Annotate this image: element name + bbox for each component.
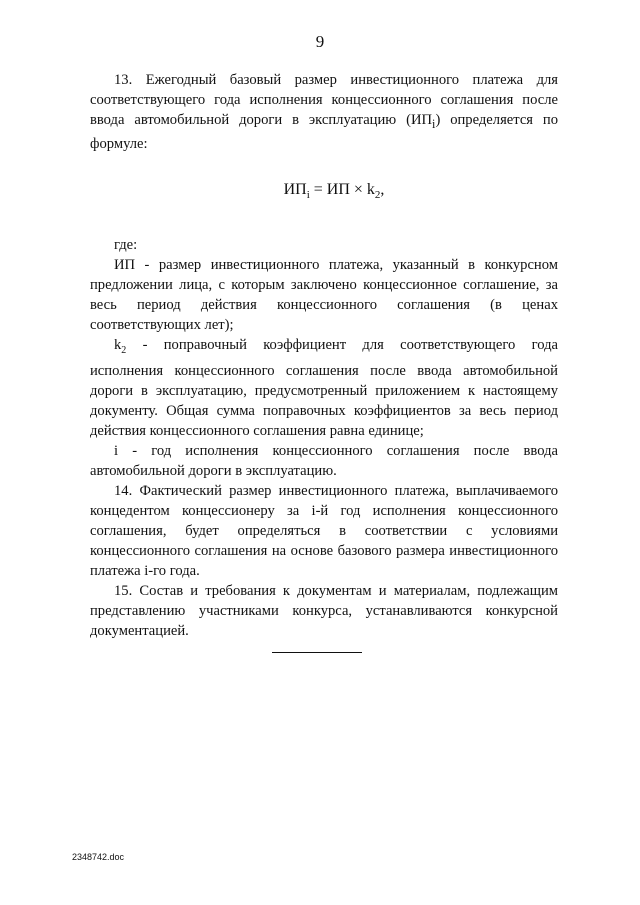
definition-k2-term: k: [114, 337, 122, 354]
formula-rhs-subscript: 2: [374, 189, 381, 202]
document-code: 2348742.doc: [72, 852, 125, 862]
separator-line: [272, 652, 362, 653]
definition-k2: [90, 335, 558, 441]
formula-lhs: ИП: [283, 180, 307, 198]
definition-k2-text: - поправочный коэффициент для соответствующего года исполнения концессионного соглашения после ввода автомобильной дороги в эксплуатацию, предусмотренный приложением к настоящему документу. Общая сумма поправочных коэффициентов за весь период действия концессионного соглашения равна единице;: [90, 337, 558, 439]
formula-end: ,: [380, 180, 385, 198]
paragraph-13-subscript: i: [432, 116, 436, 131]
definition-ip: ИП - размер инвестиционного платежа, указанный в конкурсном предложении лица, с которым заключено концессионное соглашение, за весь период действия концессионного соглашения (в ценах соответствующих лет);: [90, 257, 558, 334]
paragraph-15: 15. Состав и требования к документам и материалам, подлежащим представлению участниками конкурса, устанавливаются конкурсной документацией.: [90, 583, 558, 639]
paragraph-13-end: ) определяется по формуле:: [90, 112, 559, 152]
formula: [90, 180, 558, 205]
definition-i: i - год исполнения концессионного соглашения после ввода автомобильной дороги в эксплуатацию.: [90, 443, 558, 479]
formula-rhs: = ИП × k: [309, 180, 375, 198]
page-number: 9: [315, 32, 325, 51]
where-label: где:: [114, 237, 138, 254]
definition-k2-subscript: 2: [121, 345, 127, 356]
paragraph-13-text: 13. Ежегодный базовый размер инвестиционного платежа для соответствующего года исполнения концессионного соглашения после ввода автомобильной дороги в эксплуатацию (ИП: [90, 72, 558, 128]
paragraph-13: [90, 70, 558, 154]
document-body: [90, 70, 558, 641]
paragraph-14: 14. Фактический размер инвестиционного платежа, выплачиваемого концедентом концессионеру за i-й год исполнения концессионного соглашения, будет определяться в соответствии с условиями концессионного соглашения на основе базового размера инвестиционного платежа i-го года.: [90, 483, 558, 579]
formula-lhs-subscript: i: [306, 189, 310, 202]
